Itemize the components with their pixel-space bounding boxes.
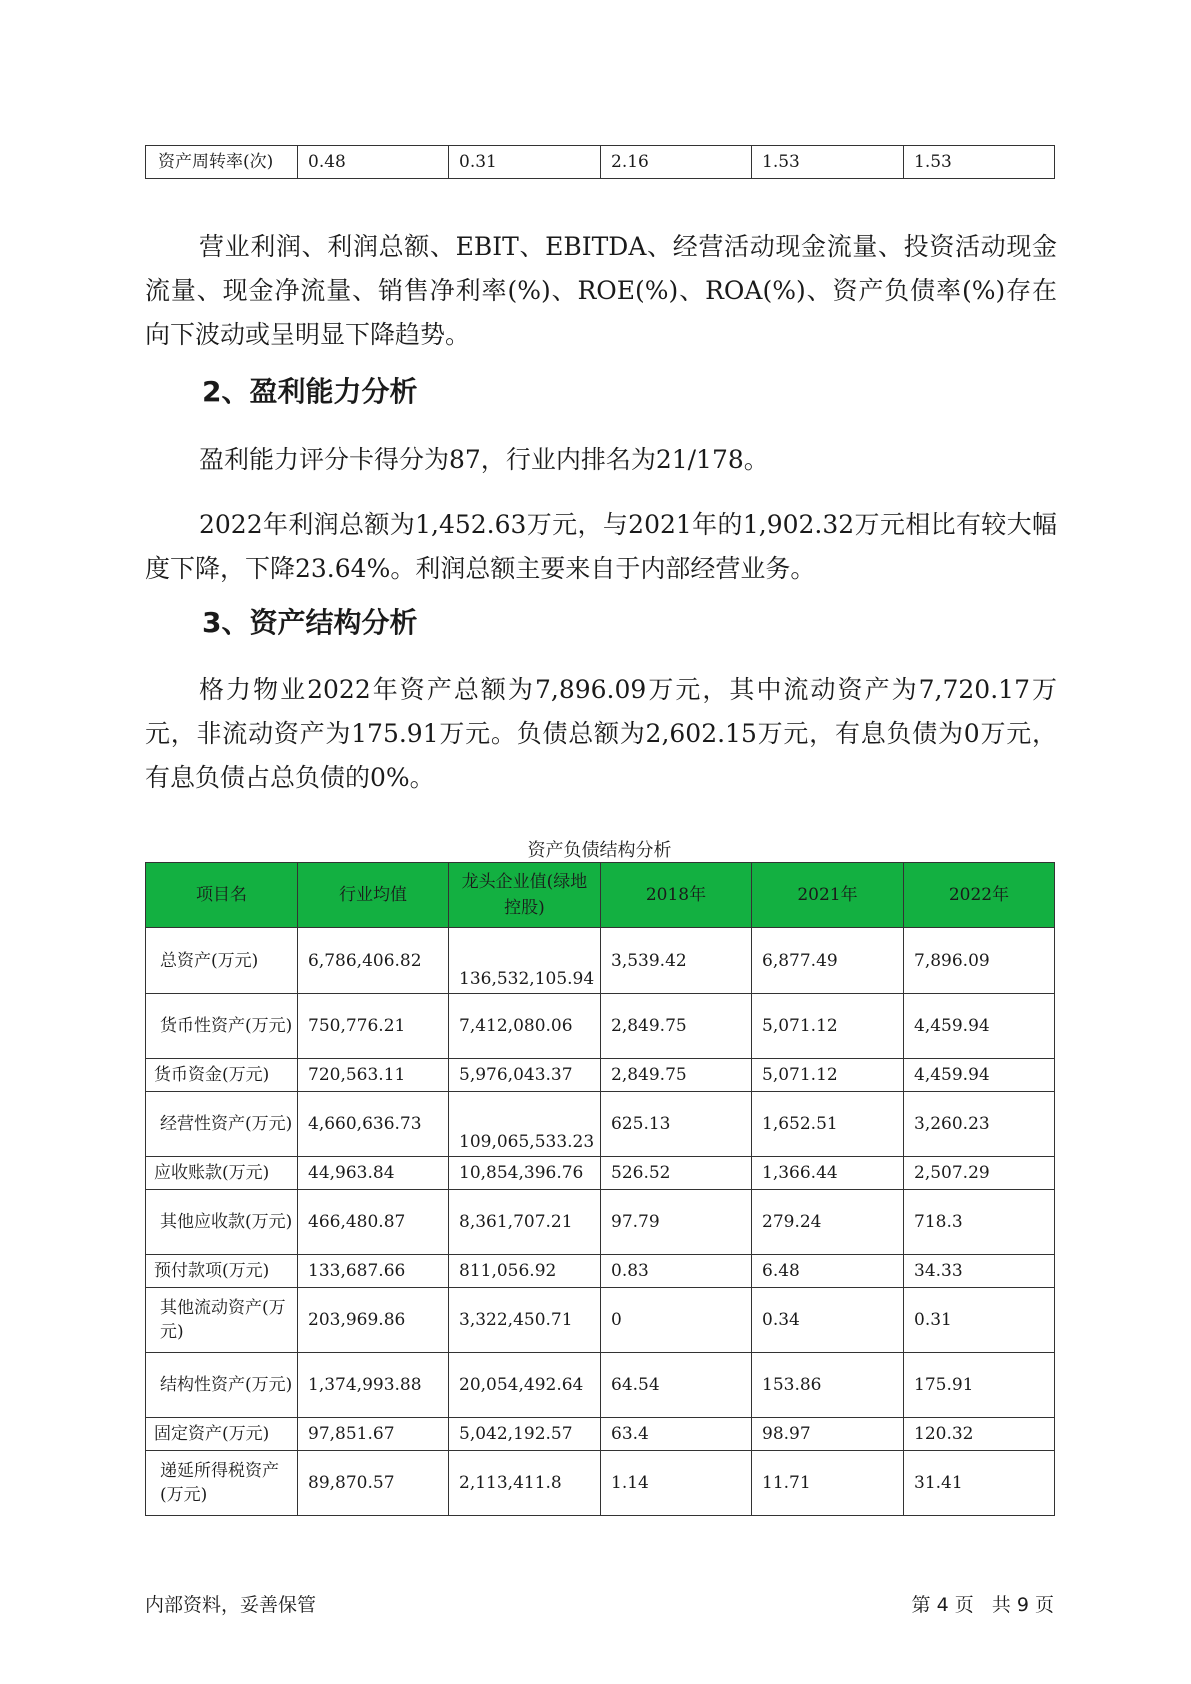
column-header: 2022年 <box>904 863 1055 928</box>
table-row <box>146 1190 1055 1255</box>
table-cell: 1.14 <box>601 1451 752 1516</box>
table-cell: 2,849.75 <box>601 994 752 1059</box>
column-header: 2018年 <box>601 863 752 928</box>
table-cell: 97,851.67 <box>298 1418 449 1451</box>
row-label: 其他流动资产(万元) <box>146 1288 298 1353</box>
table-cell: 11.71 <box>752 1451 904 1516</box>
table-cell: 120.32 <box>904 1418 1055 1451</box>
table-header-row <box>146 863 1055 928</box>
row-label: 递延所得税资产(万元) <box>146 1451 298 1516</box>
footer-page-number: 第 4 页 共 9 页 <box>911 1594 1054 1616</box>
column-header: 龙头企业值(绿地控股) <box>449 863 601 928</box>
table-row <box>146 1418 1055 1451</box>
table-cell: 5,071.12 <box>752 994 904 1059</box>
table-cell: 133,687.66 <box>298 1255 449 1288</box>
table-cell: 720,563.11 <box>298 1059 449 1092</box>
footer-confidential-note: 内部资料，妥善保管 <box>145 1594 317 1616</box>
table-cell: 98.97 <box>752 1418 904 1451</box>
row-label: 预付款项(万元) <box>146 1255 298 1288</box>
table-cell: 153.86 <box>752 1353 904 1418</box>
table-cell: 718.3 <box>904 1190 1055 1255</box>
table-cell: 175.91 <box>904 1353 1055 1418</box>
table-cell: 5,042,192.57 <box>449 1418 601 1451</box>
table-cell: 2,507.29 <box>904 1157 1055 1190</box>
table-cell: 109,065,533.23 <box>449 1092 601 1157</box>
table-cell: 750,776.21 <box>298 994 449 1059</box>
table-cell: 0.83 <box>601 1255 752 1288</box>
section-heading-profitability: 2、盈利能力分析 <box>202 375 418 408</box>
table-cell: 4,660,636.73 <box>298 1092 449 1157</box>
table-cell: 4,459.94 <box>904 994 1055 1059</box>
table-cell: 1.53 <box>904 146 1055 179</box>
turnover-table <box>145 145 1055 179</box>
paragraph-profit-total: 2022年利润总额为1,452.63万元，与2021年的1,902.32万元相比有较大幅度下降，下降23.64%。利润总额主要来自于内部经营业务。 <box>145 510 1057 583</box>
table-cell: 6,877.49 <box>752 928 904 994</box>
table-row <box>146 928 1055 994</box>
table-cell: 0.31 <box>904 1288 1055 1353</box>
table-cell: 1,366.44 <box>752 1157 904 1190</box>
table-cell: 1,374,993.88 <box>298 1353 449 1418</box>
paragraph-trend: 营业利润、利润总额、EBIT、EBITDA、经营活动现金流量、投资活动现金流量、现金净流量、销售净利率(%)、ROE(%)、ROA(%)、资产负债率(%)存在向下波动或呈明显下降趋势。 <box>145 232 1057 349</box>
table-cell: 89,870.57 <box>298 1451 449 1516</box>
section-heading-asset-structure: 3、资产结构分析 <box>202 606 418 639</box>
table-cell: 279.24 <box>752 1190 904 1255</box>
table-cell: 64.54 <box>601 1353 752 1418</box>
table-cell: 0 <box>601 1288 752 1353</box>
table-cell: 0.31 <box>449 146 601 179</box>
table-caption: 资产负债结构分析 <box>527 840 672 861</box>
table-row <box>146 1353 1055 1418</box>
row-label: 货币性资产(万元) <box>146 994 298 1059</box>
row-label: 固定资产(万元) <box>146 1418 298 1451</box>
table-row <box>146 1059 1055 1092</box>
table-cell: 0.48 <box>298 146 449 179</box>
table-cell: 2,849.75 <box>601 1059 752 1092</box>
table-cell: 3,322,450.71 <box>449 1288 601 1353</box>
table-row <box>146 1255 1055 1288</box>
table-cell: 0.34 <box>752 1288 904 1353</box>
table-row <box>146 1157 1055 1190</box>
table-cell: 31.41 <box>904 1451 1055 1516</box>
table-cell: 1.53 <box>752 146 904 179</box>
table-cell: 1,652.51 <box>752 1092 904 1157</box>
row-label: 总资产(万元) <box>146 928 298 994</box>
table-cell: 63.4 <box>601 1418 752 1451</box>
table-cell: 625.13 <box>601 1092 752 1157</box>
table-row <box>146 146 1055 179</box>
table-cell: 2.16 <box>601 146 752 179</box>
table-cell: 34.33 <box>904 1255 1055 1288</box>
balance-sheet-table <box>145 862 1055 1516</box>
table-row <box>146 1288 1055 1353</box>
table-row <box>146 1092 1055 1157</box>
row-label: 结构性资产(万元) <box>146 1353 298 1418</box>
table-cell: 10,854,396.76 <box>449 1157 601 1190</box>
row-label: 货币资金(万元) <box>146 1059 298 1092</box>
table-cell: 466,480.87 <box>298 1190 449 1255</box>
row-label: 经营性资产(万元) <box>146 1092 298 1157</box>
table-cell: 97.79 <box>601 1190 752 1255</box>
table-cell: 8,361,707.21 <box>449 1190 601 1255</box>
table-cell: 3,260.23 <box>904 1092 1055 1157</box>
table-cell: 811,056.92 <box>449 1255 601 1288</box>
table-cell: 5,071.12 <box>752 1059 904 1092</box>
table-cell: 44,963.84 <box>298 1157 449 1190</box>
column-header: 项目名 <box>146 863 298 928</box>
table-cell: 203,969.86 <box>298 1288 449 1353</box>
table-cell: 4,459.94 <box>904 1059 1055 1092</box>
row-label: 其他应收款(万元) <box>146 1190 298 1255</box>
table-cell: 6,786,406.82 <box>298 928 449 994</box>
table-cell: 6.48 <box>752 1255 904 1288</box>
table-row <box>146 1451 1055 1516</box>
paragraph-profit-score: 盈利能力评分卡得分为87，行业内排名为21/178。 <box>199 445 769 474</box>
table-cell: 3,539.42 <box>601 928 752 994</box>
row-label: 资产周转率(次) <box>146 146 298 179</box>
paragraph-asset-structure: 格力物业2022年资产总额为7,896.09万元，其中流动资产为7,720.17万元，非流动资产为175.91万元。负债总额为2,602.15万元，有息负债为0万元，有息负债占总负债的0%。 <box>145 675 1057 792</box>
table-cell: 526.52 <box>601 1157 752 1190</box>
table-cell: 136,532,105.94 <box>449 928 601 994</box>
table-cell: 7,412,080.06 <box>449 994 601 1059</box>
column-header: 2021年 <box>752 863 904 928</box>
column-header: 行业均值 <box>298 863 449 928</box>
table-cell: 7,896.09 <box>904 928 1055 994</box>
table-cell: 20,054,492.64 <box>449 1353 601 1418</box>
table-cell: 5,976,043.37 <box>449 1059 601 1092</box>
row-label: 应收账款(万元) <box>146 1157 298 1190</box>
table-cell: 2,113,411.8 <box>449 1451 601 1516</box>
table-row <box>146 994 1055 1059</box>
